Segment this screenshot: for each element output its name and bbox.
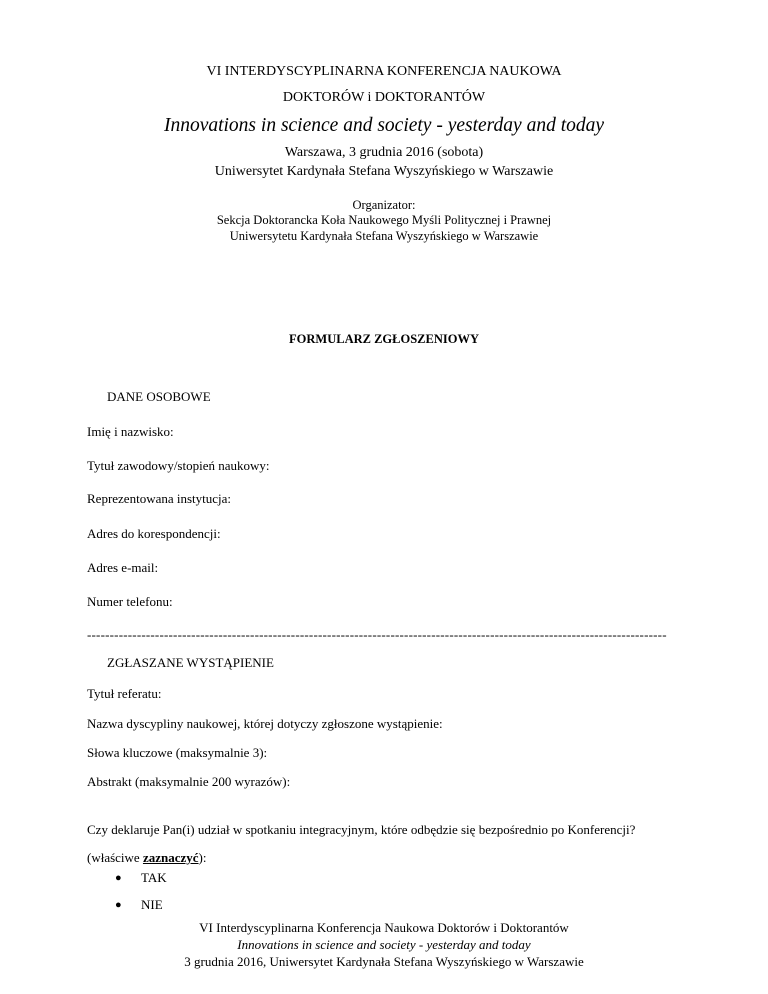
field-label-abstract: Abstrakt (maksymalnie 200 wyrazów): bbox=[87, 774, 291, 789]
field-label-discipline: Nazwa dyscypliny naukowej, której dotyczy zgłoszone wystąpienie: bbox=[87, 716, 443, 731]
conference-name-line2: DOKTORÓW i DOKTORANTÓW bbox=[282, 90, 486, 105]
option-tak[interactable]: TAK bbox=[141, 870, 167, 885]
conference-title: Innovations in science and society - yesterday and today bbox=[163, 115, 605, 136]
footer-line3: 3 grudnia 2016, Uniwersytet Kardynała Stefana Wyszyńskiego w Warszawie bbox=[184, 954, 584, 969]
field-label-email: Adres e-mail: bbox=[87, 560, 159, 575]
bullet-icon: ● bbox=[115, 872, 122, 884]
bullet-icon: ● bbox=[115, 899, 122, 911]
section-heading-personal: DANE OSOBOWE bbox=[107, 389, 211, 404]
answer-instruction bbox=[87, 850, 207, 866]
instruction-emphasis: zaznaczyć bbox=[142, 850, 199, 865]
form-title: FORMULARZ ZGŁOSZENIOWY bbox=[289, 332, 479, 346]
section-separator: -------------------------------------------------------------------------------------------------------------------------------- bbox=[87, 627, 667, 642]
footer-line2: Innovations in science and society - yesterday and today bbox=[237, 937, 531, 952]
field-label-name: Imię i nazwisko: bbox=[87, 424, 174, 439]
conference-university: Uniwersytet Kardynała Stefana Wyszyńskiego w Warszawie bbox=[214, 164, 554, 179]
instruction-prefix: (właściwe bbox=[87, 850, 143, 865]
field-label-degree: Tytuł zawodowy/stopień naukowy: bbox=[87, 458, 270, 473]
field-label-address: Adres do korespondencji: bbox=[87, 526, 221, 541]
option-nie[interactable]: NIE bbox=[141, 897, 163, 912]
organizer-label: Organizator: bbox=[352, 198, 416, 212]
conference-date-place: Warszawa, 3 grudnia 2016 (sobota) bbox=[284, 145, 484, 160]
section-heading-talk: ZGŁASZANE WYSTĄPIENIE bbox=[107, 655, 274, 670]
instruction-suffix: ): bbox=[198, 850, 207, 865]
field-label-institution: Reprezentowana instytucja: bbox=[87, 491, 232, 506]
field-label-talk-title: Tytuł referatu: bbox=[87, 686, 162, 701]
organizer-line2: Uniwersytetu Kardynała Stefana Wyszyńskiego w Warszawie bbox=[229, 229, 539, 243]
field-label-phone: Numer telefonu: bbox=[87, 594, 173, 609]
organizer-line1: Sekcja Doktorancka Koła Naukowego Myśli Politycznej i Prawnej bbox=[216, 213, 552, 227]
conference-name-line1: VI INTERDYSCYPLINARNA KONFERENCJA NAUKOWA bbox=[206, 64, 562, 79]
field-label-keywords: Słowa kluczowe (maksymalnie 3): bbox=[87, 745, 268, 760]
integration-question: Czy deklaruje Pan(i) udział w spotkaniu integracyjnym, które odbędzie się bezpośrednio po Konferencji? bbox=[87, 822, 636, 837]
footer-line1: VI Interdyscyplinarna Konferencja Naukowa Doktorów i Doktorantów bbox=[199, 920, 569, 935]
